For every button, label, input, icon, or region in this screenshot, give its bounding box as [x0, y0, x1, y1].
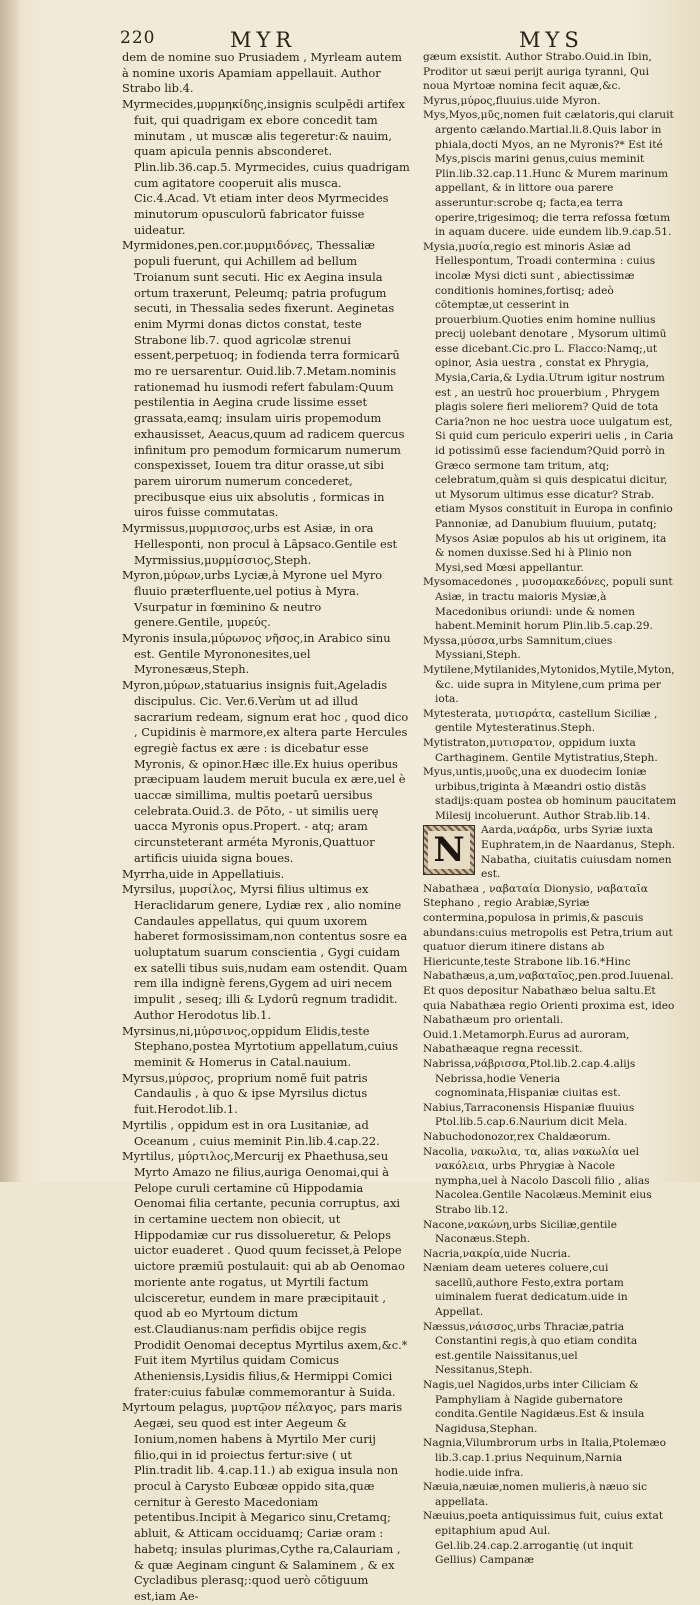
dictionary-entry: dem de nomine suo Prusiadem , Myrleam autem à nomine uxoris Apamiam appellauit. Author Strabo lib.4.	[122, 50, 402, 96]
dictionary-entry: Mytesterata, μυτισράτα, castellum Siciliæ , gentile Mytesteratinus.Steph.	[423, 707, 658, 735]
page-number: 220	[120, 28, 156, 48]
dictionary-entry: Mytilene,Mytilanides,Mytonidos,Mytile,Myton, &c. uide supra in Mitylene,cum prima per iota.	[423, 663, 675, 706]
left-column	[122, 50, 410, 1605]
initial-letter: N	[428, 831, 469, 869]
dictionary-entry: Myrrha,uide in Appellatiuis.	[122, 866, 285, 881]
dictionary-entry: Myrsus,μύρσος, proprium nomē fuit patris Candaulis , à quo & ipse Myrsilus dictus fuit.Herodot.lib.1.	[122, 1070, 368, 1117]
dictionary-entry: Myronis insula,μύρωνος νῆσος,in Arabico sinu est. Gentile Myrononesites,uel Myronesæus,Steph.	[122, 631, 391, 677]
dictionary-entry: Mysomacedones , μυσομακεδόνες, populi sunt Asiæ, in tractu maioris Mysiæ,à Macedonibus oriundi: unde & nomen habent.Meminit horum Plin.lib.5.cap.29.	[423, 576, 673, 633]
dictionary-entry: Myron,μύρων,urbs Lyciæ,à Myrone uel Myro fluuio præterfluente,uel potius à Myra. Vsurpatur in fœminino & neutro genere.Gentile, μυρεύς.	[122, 568, 383, 630]
dictionary-entry: Aarda,ναάρδα, urbs Syriæ iuxta Euphratem,in de Naardanus, Steph.	[481, 824, 676, 852]
dictionary-entry: Myrsilus, μυρσίλος, Myrsi filius ultimus ex Heraclidarum genere, Lydiæ rex , alio nomine Candaules appellatus, qui quum uxorem haberet formosissimam,non contentus sosre ea uoluptatum suarum conscientia , Gygi cuidam ex satelli tibus suis,nudam eam ostendit. Quam rem illa indignè ferens,Gygem ad uiri necem impulit , seseq; illi & Lydorū regnum tradidit. Author Herodotus lib.1.	[122, 882, 408, 1022]
dictionary-entry: Myssa,μύσσα,urbs Samnitum,ciues Myssiani,Steph.	[423, 634, 613, 662]
dictionary-entry: Nacone,νακώνη,urbs Siciliæ,gentile Naconæus.Steph.	[423, 1218, 618, 1246]
dictionary-entry: Nabuchodonozor,rex Chaldæorum.	[423, 1130, 611, 1143]
dictionary-entry: Myrmidones,pen.cor.μυρμιδόνες, Thessaliæ populi fuerunt, qui Achillem ad bellum Troianum sunt secuti. Hic ex Aegina insula ortum traxerunt, Peleumq; patria profugum secuti, in Thessalia sedes fixerunt. Aeginetas enim Myrmi donas dictos constat, teste Strabone lib.7. quod agricolæ strenui essent,perpetuoq; in fodienda terra formicarū mo re uersarentur. Ouid.lib.7.Metam.nominis rationemad hu iusmodi refert fabulam:Quum pestilentia in Aegina crude lissime esset grassata,eamq; insulam uiris propemodum exhausisset, Aeacus,quum ad radicem quercus infinitum pro pemodum formicarum numerum conspexisset, Iouem tra ditur orasse,ut sibi parem uirorum numerum concederet, precibusque eius uix absolutis , formicas in uiros fuisse commutatas.	[122, 238, 405, 520]
dictionary-entry: Nabrissa,νάβρισσα,Ptol.lib.2.cap.4.alijs Nebrissa,hodie Veneria cognominata,Hispaniæ ciuitas est.	[423, 1057, 636, 1100]
dictionary-entry: Nabius,Tarraconensis Hispaniæ fluuius Ptol.lib.5.cap.6.Naurium dicit Mela.	[423, 1101, 635, 1129]
dictionary-entry: Mytistraton,μυτισρατον, oppidum iuxta Carthaginem. Gentile Mytistratius,Steph.	[423, 736, 658, 764]
binding-shadow	[0, 0, 22, 1182]
dictionary-entry: Myrmecides,μυρμηκίδης,insignis sculpēdi artifex fuit, qui quadrigam ex ebore concedit tam minutam , ut muscæ alis tegeretur:& nauim, quam apicula pennis absconderet. Plin.lib.36.cap.5. Myrmecides, cuius quadrigam cum agitatore cooperuit alis musca. Cic.4.Acad. Vt etiam inter deos Myrmecides minutorum opusculorū fabricator fuisse uideatur.	[122, 97, 410, 237]
dictionary-entry: Myrmissus,μυρμισσος,urbs est Asiæ, in ora Hellesponti, non procul à Lāpsaco.Gentile est Myrmissius,μυρμίσσιος,Steph.	[122, 521, 398, 567]
dictionary-entry: Myron,μύρων,statuarius insignis fuit,Ageladis discipulus. Cic. Ver.6.Verùm ut ad illud sacrarium redeam, signum erat hoc , quod dico , Cupidinis è marmore,ex altera parte Hercules egregiè factus ex ære : is dicebatur esse Myronis, & opinor.Hæc ille.Ex huius operibus præcipuam laudem meruit bucula ex ære,uel è uaccæ simillima, multis poetarū uersibus celebrata.Ouid.3. de Pōto, - ut similis uerę uacca Myronis opus.Propert. - atq; aram circunsteterant arméta Myronis,Quattuor artificis uiuida signa boues.	[122, 678, 409, 865]
right-column	[423, 50, 677, 1568]
dictionary-entry: Næuius,poeta antiquissimus fuit, cuius extat epitaphium apud Aul. Gel.lib.24.cap.2.arrogantię (ut inquit Gellius) Campanæ	[423, 1510, 664, 1567]
dictionary-entry: Myrtilis , oppidum est in ora Lusitaniæ, ad Oceanum , cuius meminit P.in.lib.4.cap.22.	[122, 1117, 380, 1148]
dictionary-entry: Myus,untis,μυοῦς,una ex duodecim Ioniæ urbibus,triginta à Mæandri ostio distās stadijs:quam postea ob hominum paucitatem Milesij incoluerunt. Author Strab.lib.14.	[423, 766, 677, 822]
dictionary-entry: Nacria,νακρία,uide Nucria.	[423, 1247, 571, 1260]
dictionary-entry: Mysia,μυσία,regio est minoris Asiæ ad Hellespontum, Troadi contermina : cuius incolæ Mysi dicti sunt , abiectissimæ conditionis homines,fortisq; adeò cōtemptæ,ut cesserint in prouerbium.Quoties enim homine nullius precij uolebant denotare , Mysorum ultimū esse dicebant.Cic.pro L. Flacco:Namq;,ut opinor, Asia uestra , constat ex Phrygia, Mysia,Caria,& Lydia.Utrum igitur nostrum est , an uestrū hoc prouerbium , Phrygem plagis solere fieri meliorem? Quid de tota Caria?non ne hoc uestra uoce uulgatum est, Si quid cum periculo experiri uelis , in Caria id potissimū esse faciendum?Quid porrò in Græco sermone tam tritum, atq; celebratum,quàm si quis despicatui dicitur, ut Mysorum ultimus esse dicatur? Strab. etiam Mysos constituit in Europa in confinio Pannoniæ, ad Danubium fluuium, putatq; Mysos Asiæ populos ab his ut originem, ita & nomen duxisse.Sed hi à Plinio non Mysi,sed Mœsi appellantur.	[423, 240, 674, 574]
dictionary-entry: Nabatha, ciuitatis cuiusdam nomen est.	[481, 853, 672, 881]
running-head-left: MYR	[230, 28, 297, 52]
running-head-right: MYS	[519, 28, 584, 52]
decorated-initial-n	[423, 825, 475, 875]
dictionary-entry: Myrtoum pelagus, μυρτῷον πέλαγος, pars maris Aegæi, seu quod est inter Aegeum & Ionium,nomen habens à Myrtilo Mer curij filio,qui in id proiectus fertur:sive ( ut Plin.tradit lib. 4.cap.11.) ab exigua insula non procul à Carysto Eubœæ oppido sita,quæ cernitur à Geresto Macedoniam petentibus.Incipit à Megarico sinu,Cretamq; abluit, & Atticam occiduamq; Cariæ oram : habetq; insulas plurimas,Cythe ra,Calauriam , & quæ Aeginam cingunt & Salaminem , & ex Cycladibus plerasq;:quod uerò cōtiguum est,iam Ae-	[122, 1400, 403, 1603]
dictionary-entry: gæum exsistit. Author Strabo.Ouid.in Ibin, Proditor ut sæui perijt auriga tyranni, Qui noua Myrtoæ nomina fecit aquæ,&c.	[423, 51, 652, 93]
dictionary-entry: Myrus,μύρος,fluuius.uide Myron.	[423, 94, 601, 107]
dictionary-entry: Nagnia,Vilumbrorum urbs in Italia,Ptolemæo lib.3.cap.1.prius Nequinum,Narnia hodie.uide infra.	[423, 1437, 666, 1479]
dictionary-entry: Mys,Myos,μῦς,nomen fuit cælatoris,qui claruit argento cælando.Martial.li.8.Quis labor in phiala,docti Myos, an ne Myronis?* Est ité Mys,piscis marini genus,cuius meminit Plin.lib.32.cap.11.Hunc & Murem marinum appellant, & in littore oua parere asseruntur:scrobe q; facta,ea terra operire,trigesimoq; die terra refossa fœtum in aquam ducere. uide eundem lib.9.cap.51.	[423, 109, 674, 239]
dictionary-entry: Nacolia, νακωλια, τα, alias νακωλία uel νακόλεια, urbs Phrygiæ à Nacole nympha,uel à Nacolo Dascoli filio , alias Nacolea.Gentile Nacolæus.Meminit eius Strabo lib.12.	[423, 1145, 652, 1216]
dictionary-entry: Nagis,uel Nagidos,urbs inter Ciliciam & Pamphyliam à Nagide gubernatore condita.Gentile Nagidæus.Est & insula Nagidusa,Stephan.	[423, 1379, 645, 1435]
dictionary-entry: Myrtilus, μύρτιλος,Mercurij ex Phaethusa,seu Myrto Amazo ne filius,auriga Oenomai,qui à Pelope curuli certamine cū Hippodamia Oenomai filia certante, pecunia corruptus, axi in certamine uectem non obiecit, ut Hippodamiæ cur rus dissolueretur, & Pelops uictor euaderet . Quod quum fecisset,à Pelope uictore præmiū postulauit: qui ab ab Oenomao moriente ante rogatus, ut Myrtili factum ulcisceretur, eundem in mare præcipitauit , quod ab eo Myrtoum dictum est.Claudianus:nam perfidis obijce regis Prodidit Oenomai deceptus Myrtilus axem,&c.* Fuit item Myrtilus quidam Comicus Atheniensis,Lysidis filius,& Hermippi Comici frater:cuius fabulæ commemorantur à Suida.	[122, 1149, 408, 1399]
dictionary-entry: Myrsinus,ni,μύρσινος,oppidum Elidis,teste Stephano,postea Myrtotium appellatum,cuius meminit & Homerus in Catal.nauium.	[122, 1023, 399, 1069]
dictionary-entry: Næssus,νάισσος,urbs Thraciæ,patria Constantini regis,à quo etiam condita est.gentile Naissitanus,uel Nessitanus,Steph.	[423, 1320, 638, 1377]
dictionary-entry: Nabathæa , ναβαταία Dionysio, ναβαταῖα Stephano , regio Arabiæ,Syriæ contermina,populosa in primis,& pascuis abundans:cuius metropolis est Petra,trium aut quatuor dierum itinere distans ab Hiericunte,teste Strabone lib.16.*Hinc Nabathæus,a,um,ναβαταῖος,pen.prod.Iuuenal. Et quos depositur Nabathæo belua saltu.Et quia Nabathæa regio Orienti proxima est, ideo Nabathæum pro orientali. Ouid.1.Metamorph.Eurus ad auroram, Nabathæaque regna recessit.	[423, 882, 675, 1056]
dictionary-entry: Næuia,næuiæ,nomen mulieris,à næuo sic appellata.	[423, 1481, 648, 1508]
dictionary-entry: Næniam deam ueteres coluere,cui sacellū,authore Festo,extra portam uiminalem fuerat dedicatum.uide in Appellat.	[423, 1262, 628, 1319]
